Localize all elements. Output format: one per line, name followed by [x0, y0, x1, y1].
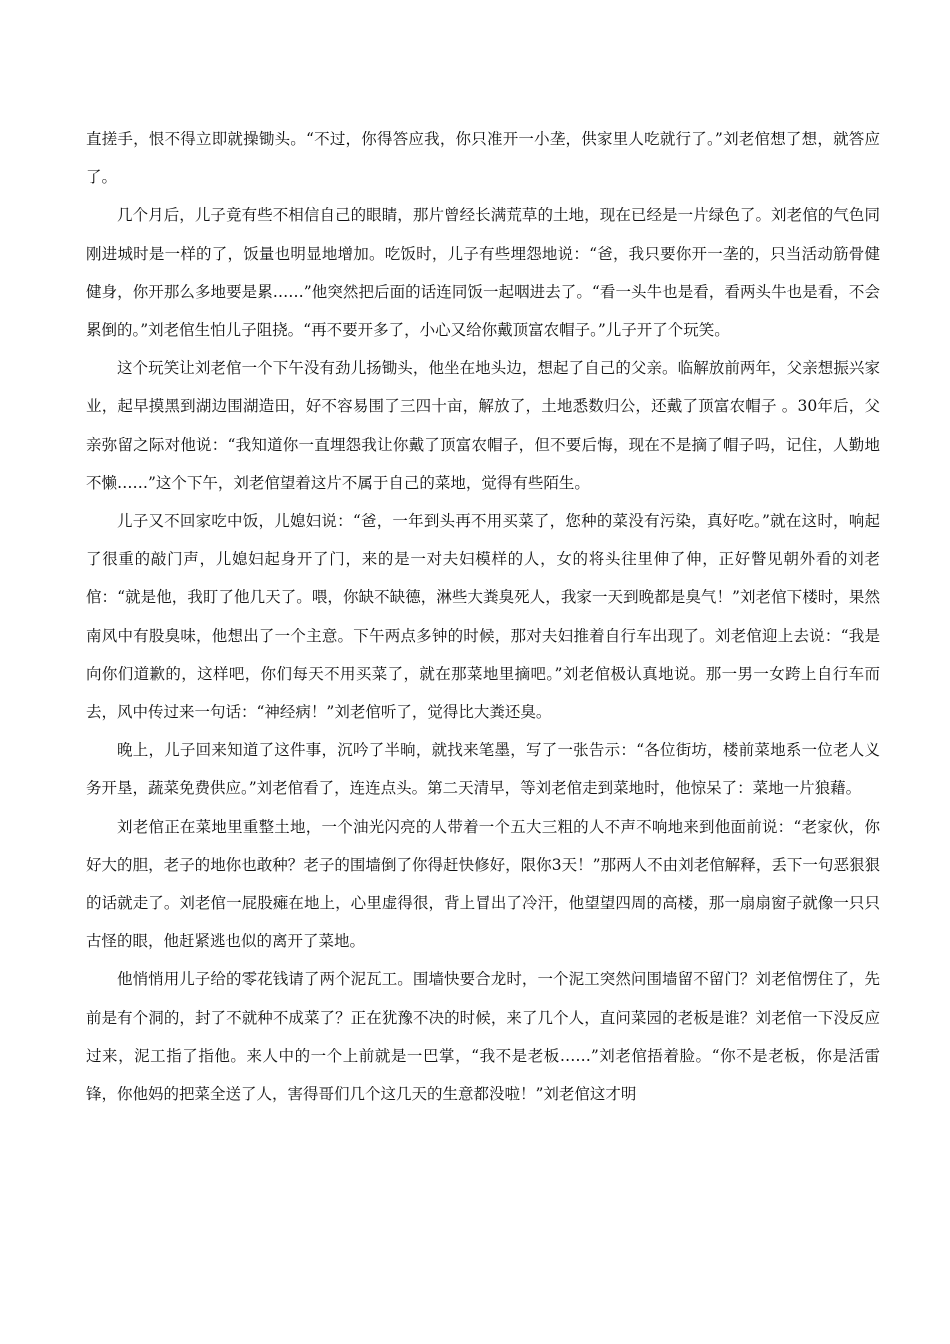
paragraph: 他悄悄用儿子给的零花钱请了两个泥瓦工。围墙快要合龙时，一个泥工突然问围墙留不留门？刘老倌愣住了，先前是有个洞的，封了不就种不成菜了？正在犹豫不决的时候，来了几个人，直问菜园的老板是谁？刘老倌一下没反应过来，泥工指了指他。来人中的一个上前就是一巴掌，“我不是老板……”刘老倌捂着脸。“你不是老板，你是活雷锋，你他妈的把菜全送了人，害得哥们几个这几天的生意都没啦！”刘老倌这才明	[86, 970, 880, 1104]
article-body	[86, 120, 880, 1113]
paragraph-continued: 直搓手，恨不得立即就操锄头。“不过，你得答应我，你只准开一小垄，供家里人吃就行了。”刘老倌想了想，就答应了。	[86, 130, 880, 187]
paragraph: 刘老倌正在菜地里重整土地，一个油光闪亮的人带着一个五大三粗的人不声不响地来到他面前说：“老家伙，你好大的胆，老子的地你也敢种？老子的围墙倒了你得赶快修好，限你3天！”那两人不由刘老倌解释，丢下一句恶狠狠的话就走了。刘老倌一屁股瘫在地上，心里虚得很，背上冒出了冷汗，他望望四周的高楼，那一扇扇窗子就像一只只古怪的眼，他赶紧逃也似的离开了菜地。	[86, 817, 880, 951]
paragraph: 晚上，儿子回来知道了这件事，沉吟了半晌，就找来笔墨，写了一张告示：“各位街坊，楼前菜地系一位老人义务开垦，蔬菜免费供应。”刘老倌看了，连连点头。第二天清早，等刘老倌走到菜地时，他惊呆了：菜地一片狼藉。	[86, 741, 880, 798]
paragraph: 儿子又不回家吃中饭，儿媳妇说：“爸，一年到头再不用买菜了，您种的菜没有污染，真好吃。”就在这时，响起了很重的敲门声，儿媳妇起身开了门，来的是一对夫妇模样的人，女的将头往里伸了伸，正好瞥见朝外看的刘老倌：“就是他，我盯了他几天了。喂，你缺不缺德，淋些大粪臭死人，我家一天到晚都是臭气！”刘老倌下楼时，果然南风中有股臭味，他想出了一个主意。下午两点多钟的时候，那对夫妇推着自行车出现了。刘老倌迎上去说：“我是向你们道歉的，这样吧，你们每天不用买菜了，就在那菜地里摘吧。”刘老倌极认真地说。那一男一女跨上自行车而去，风中传过来一句话：“神经病！”刘老倌听了，觉得比大粪还臭。	[86, 512, 880, 722]
paragraph: 这个玩笑让刘老倌一个下午没有劲儿扬锄头，他坐在地头边，想起了自己的父亲。临解放前两年，父亲想振兴家业，起早摸黑到湖边围湖造田，好不容易围了三四十亩，解放了，土地悉数归公，还戴了顶富农帽子 。30年后，父亲弥留之际对他说：“我知道你一直埋怨我让你戴了顶富农帽子，但不要后悔，现在不是摘了帽子吗，记住，人勤地不懒……”这个下午，刘老倌望着这片不属于自己的菜地，觉得有些陌生。	[86, 359, 880, 492]
paragraph: 几个月后，儿子竟有些不相信自己的眼睛，那片曾经长满荒草的土地，现在已经是一片绿色了。刘老倌的气色同刚进城时是一样的了，饭量也明显地增加。吃饭时，儿子有些埋怨地说：“爸，我只要你开一垄的，只当活动筋骨健健身，你开那么多地要是累……”他突然把后面的话连同饭一起咽进去了。“看一头牛也是看，看两头牛也是看，不会累倒的。”刘老倌生怕儿子阻挠。“再不要开多了，小心又给你戴顶富农帽子。”儿子开了个玩笑。	[86, 206, 880, 340]
